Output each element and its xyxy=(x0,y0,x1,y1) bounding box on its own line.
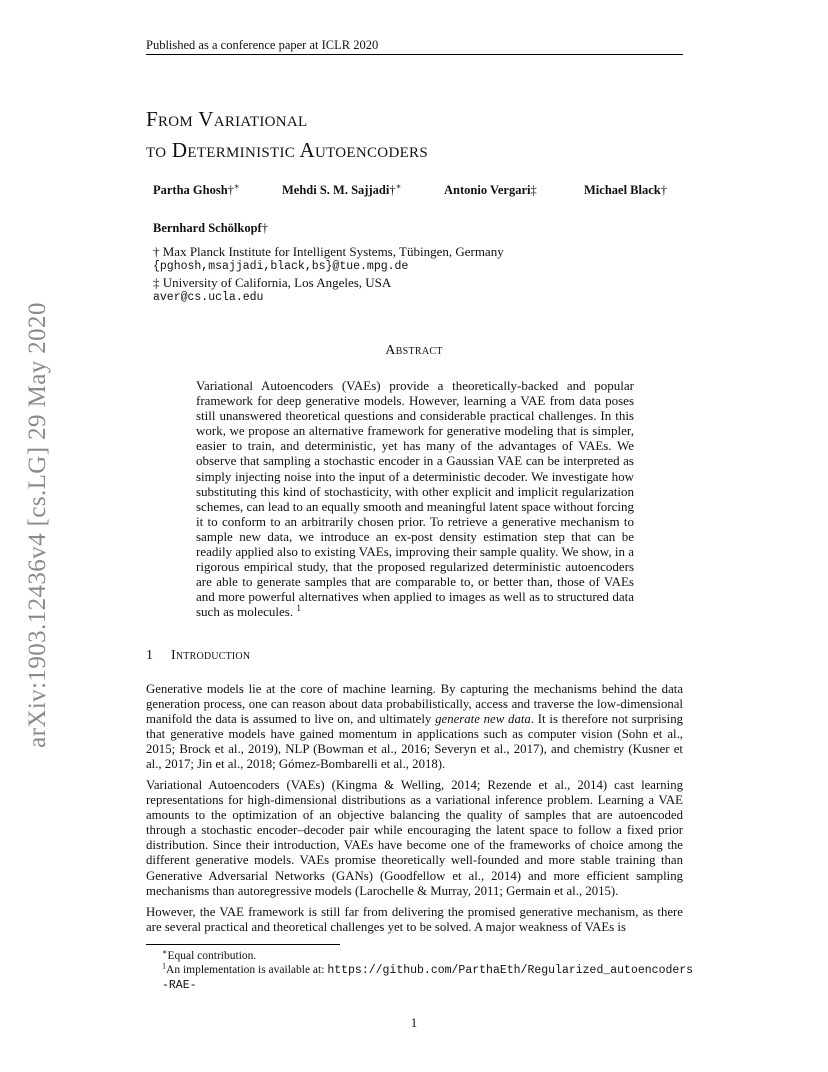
author-name: Antonio Vergari xyxy=(444,183,531,197)
section-title: Introduction xyxy=(171,648,251,663)
footnote-marker: ∗ xyxy=(162,947,168,957)
author-affil-mark: † xyxy=(261,221,268,235)
author-equal-mark: ∗ xyxy=(395,181,402,192)
arxiv-side-stamp: arXiv:1903.12436v4 [cs.LG] 29 May 2020 xyxy=(24,302,51,748)
abstract-text: Variational Autoencoders (VAEs) provide a theoretically-backed and popular framework for deep generative models. However, learning a VAE from data poses still unanswered theoretical questions and considerable practical challenges. In this work, we propose an alternative framework for generative modeling that is simpler, easier to train, and deterministic, yet has many of the advantages of VAEs. We observe that sampling a stochastic encoder in a Gaussian VAE can be interpreted as simply injecting noise into the input of a deterministic decoder. We investigate how substituting this kind of stochasticity, with other explicit and implicit regularization schemes, can lead to an equally smooth and meaningful latent space without forcing it to conform to an arbitrarily chosen prior. To retrieve a generative mechanism to sample new data, we introduce an ex-post density estimation step that can be readily applied also to existing VAEs, improving their sample quality. We show, in a rigorous empirical study, that the proposed regularized deterministic autoencoders are able to generate samples that are comparable to, or better than, those of VAEs and more powerful alternatives when applied to images as well as to structured data such as molecules. xyxy=(196,378,634,620)
author-affil-mark: † xyxy=(660,183,667,197)
author-name: Partha Ghosh xyxy=(153,183,228,197)
author xyxy=(444,183,537,198)
affiliation-line: † Max Planck Institute for Intelligent Systems, Tübingen, Germany xyxy=(153,244,504,259)
intro-paragraph-1 xyxy=(146,682,683,773)
section-heading xyxy=(146,648,250,664)
paper-title xyxy=(146,104,428,166)
author xyxy=(282,183,402,198)
author xyxy=(153,183,240,198)
affiliations xyxy=(153,244,504,305)
footnote-ref[interactable]: 1 xyxy=(296,603,301,614)
footnote-marker: 1 xyxy=(162,961,167,971)
paragraph-text: . It is therefore not surprising that generative models have gained momentum in applications such as computer vision (Sohn et al., 2015; Brock et al., 2019), NLP (Bowman et al., 2016; Severyn et al., 2017), and chemistry (Kusner et al., 2017; Jin et al., 2018; Gómez-Bombarelli et al., 2018). xyxy=(146,712,683,772)
running-header: Published as a conference paper at ICLR 2020 xyxy=(146,38,379,52)
header-rule xyxy=(146,54,683,55)
author-affil-mark: † xyxy=(389,183,396,197)
footnote-text: Equal contribution. xyxy=(167,950,257,962)
section-number: 1 xyxy=(146,648,153,663)
intro-paragraph-2: Variational Autoencoders (VAEs) (Kingma & Welling, 2014; Rezende et al., 2014) cast learning representations for high-dimensional distributions as a variational inference problem. Learning a VAE amounts to the optimization of an objective balancing the quality of samples that are autoencoded through a stochastic encoder–decoder pair while encouraging the latent space to follow a fixed prior distribution. Since their introduction, VAEs have become one of the frameworks of choice among the different generative models. VAEs promise theoretically well-founded and more stable training than Generative Adversarial Networks (GANs) (Goodfellow et al., 2014) and more efficient sampling mechanisms than autoregressive models (Larochelle & Murray, 2011; Germain et al., 2015). xyxy=(146,778,683,898)
affiliation-line: ‡ University of California, Los Angeles, USA xyxy=(153,274,392,290)
author-name: Bernhard Schölkopf xyxy=(153,221,262,235)
title-line-2: to Deterministic Autoencoders xyxy=(146,138,428,162)
emphasis-text: generate new data xyxy=(435,712,531,727)
email-line: {pghosh,msajjadi,black,bs}@tue.mpg.de xyxy=(153,260,409,274)
author xyxy=(584,183,667,198)
email-line: aver@cs.ucla.edu xyxy=(153,290,264,304)
footnote-text: An implementation is available at: xyxy=(166,964,328,976)
abstract-heading: Abstract xyxy=(385,343,443,358)
page-number: 1 xyxy=(410,1015,418,1030)
author-affil-mark: ‡ xyxy=(530,183,537,197)
author-name: Michael Black xyxy=(584,183,661,197)
footnote-1 xyxy=(146,949,699,963)
author-name: Mehdi S. M. Sajjadi xyxy=(282,183,390,197)
abstract-body xyxy=(196,378,634,620)
repo-link[interactable]: https://github.com/ParthaEth/Regularized_autoencoders-RAE- xyxy=(162,964,694,992)
author-equal-mark: ∗ xyxy=(233,181,240,192)
author xyxy=(153,221,268,236)
author-affil-mark: † xyxy=(227,183,234,197)
title-line-1: From Variational xyxy=(146,107,308,131)
intro-paragraph-3: However, the VAE framework is still far from delivering the promised generative mechanism, as there are several practical and theoretical challenges yet to be solved. A major weakness of VAEs is xyxy=(146,905,683,935)
paragraph-text: Generative models lie at the core of machine learning. By capturing the mechanisms behind the data generation process, one can reason about data probabilistically, access and traverse the low-dimensional manifold the data is assumed to live on, and ultimately xyxy=(146,682,683,727)
footnote-2 xyxy=(146,963,699,993)
footnote-rule xyxy=(146,944,340,945)
